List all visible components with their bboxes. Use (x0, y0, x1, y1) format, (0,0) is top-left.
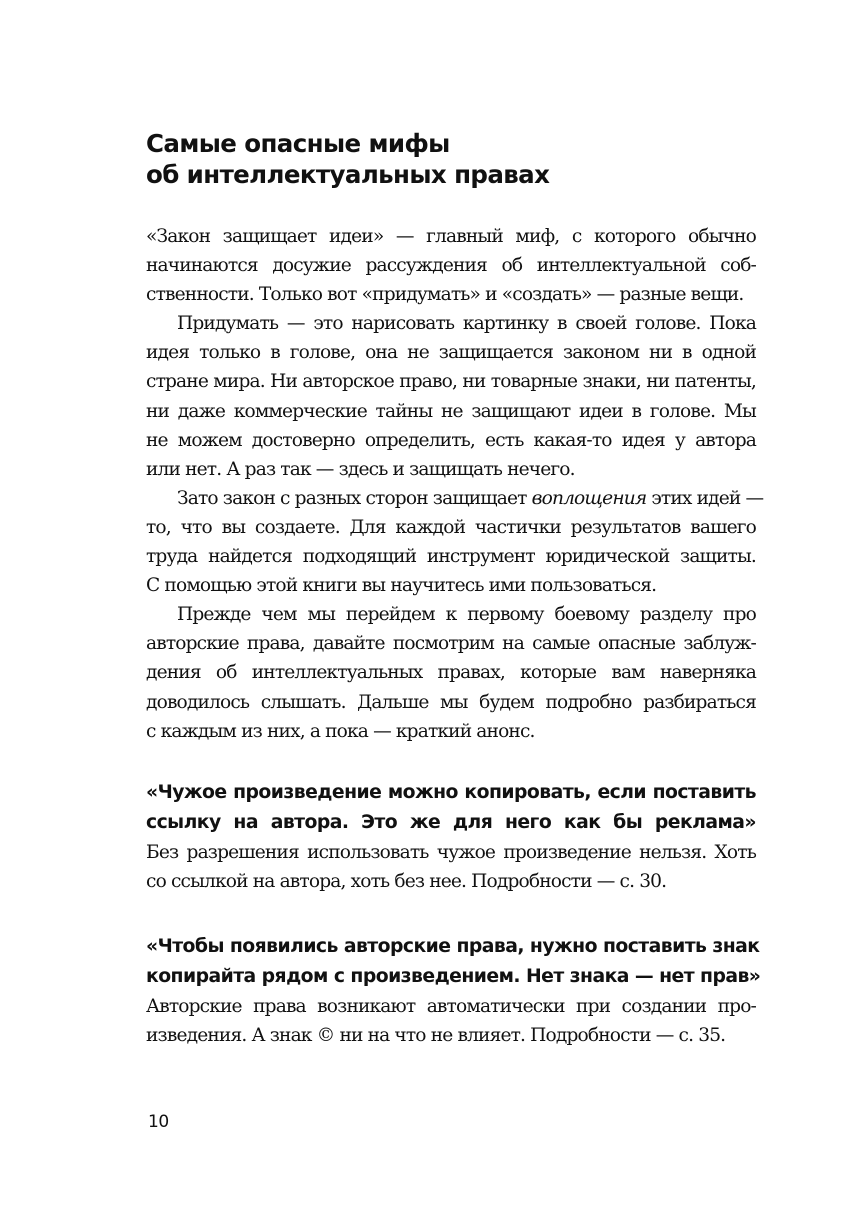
text-line: со ссылкой на автора, хоть без нее. Подробности — с. 30. (146, 870, 667, 892)
text-run: Зато закон с разных сторон защищает (177, 487, 532, 509)
text-line: Без разрешения использовать чужое произведение нельзя. Хоть (146, 841, 756, 863)
text-line: дения об интеллектуальных правах, которые вам наверняка (146, 662, 756, 684)
paragraph (146, 222, 756, 309)
myth-heading-line: «Чужое произведение можно копировать, если поставить (146, 781, 756, 803)
myth-heading-line: ссылку на автора. Это же для него как бы реклама» (146, 811, 756, 833)
text-line: то, что вы создаете. Для каждой частички результатов вашего (146, 516, 756, 538)
text-line: или нет. А раз так — здесь и защищать нечего. (146, 458, 575, 480)
text-line: не можем достоверно определить, есть какая-то идея у автора (146, 429, 756, 451)
myth-heading (146, 778, 756, 838)
chapter-title-line: Самые опасные мифы (146, 129, 450, 158)
page-content (146, 128, 764, 1050)
text-line: доводилось слышать. Дальше мы будем подробно разбираться (146, 691, 756, 713)
myth-answer (146, 992, 756, 1050)
text-line: изведения. А знак © ни на что не влияет. Подробности — с. 35. (146, 1024, 726, 1046)
emphasized-text: воплощения (531, 487, 647, 509)
text-line: авторские права, давайте посмотрим на самые опасные заблуж- (146, 633, 756, 655)
text-line: стране мира. Ни авторское право, ни товарные знаки, ни патенты, (146, 371, 756, 393)
myth-answer (146, 838, 756, 896)
paragraph (146, 309, 756, 484)
text-line: Придумать — это нарисовать картинку в своей голове. Пока (177, 313, 756, 335)
text-line: ственности. Только вот «придумать» и «создать» — разные вещи. (146, 284, 744, 306)
text-line: начинаются досужие рассуждения об интеллектуальной соб- (146, 255, 756, 277)
paragraph (146, 600, 756, 745)
paragraph (146, 484, 764, 600)
chapter-title-line: об интеллектуальных правах (146, 160, 550, 189)
text-line: «Закон защищает идеи» — главный миф, с которого обычно (146, 226, 756, 247)
text-line: С помощью этой книги вы научитесь ими пользоваться. (146, 575, 657, 597)
text-line (146, 484, 764, 513)
text-line: с каждым из них, а пока — краткий анонс. (146, 720, 535, 742)
myth-heading-line: копирайта рядом с произведением. Нет знака — нет прав» (146, 965, 761, 987)
myth-heading (146, 932, 761, 992)
page-number: 10 (148, 1112, 169, 1132)
chapter-title (146, 128, 756, 190)
text-line: ни даже коммерческие тайны не защищают идеи в голове. Мы (146, 400, 756, 422)
myth-block (146, 778, 756, 896)
text-line: Авторские права возникают автоматически при создании про- (146, 995, 756, 1017)
text-line: Прежде чем мы перейдем к первому боевому разделу про (177, 604, 756, 626)
myth-heading-line: «Чтобы появились авторские права, нужно поставить знак (146, 935, 760, 957)
text-line: труда найдется подходящий инструмент юридической защиты. (146, 546, 756, 568)
myth-block (146, 932, 761, 1050)
intro-text (146, 222, 764, 746)
text-run: этих идей — (646, 487, 764, 509)
text-line: идея только в голове, она не защищается законом ни в одной (146, 342, 756, 364)
